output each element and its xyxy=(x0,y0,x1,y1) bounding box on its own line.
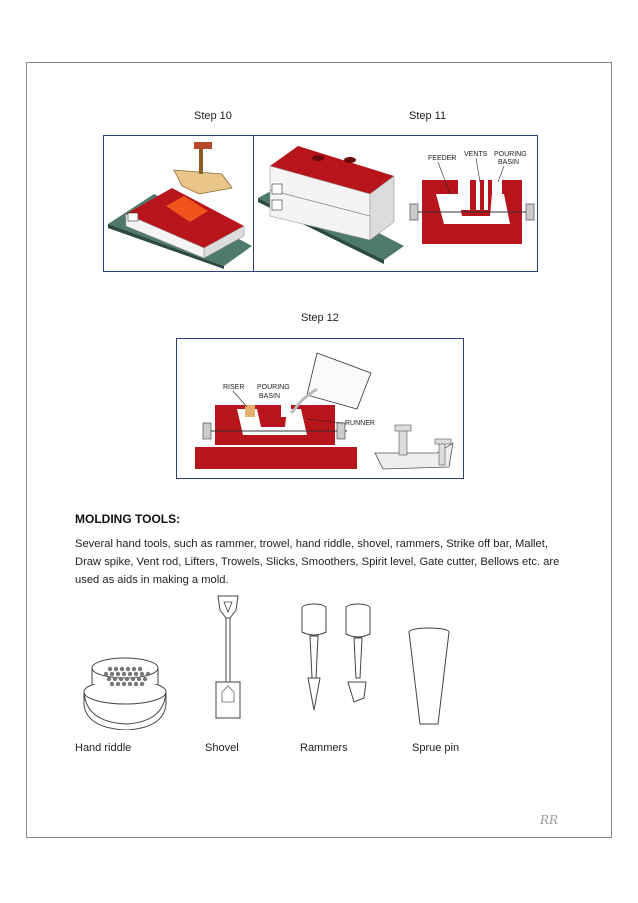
label-riser: RISER xyxy=(223,384,245,391)
section-paragraph: Several hand tools, such as rammer, trowel, hand riddle, shovel, rammers, Strike off bar, Mallet, Draw spike, Vent rod, Lifters, Trowels, Slicks, Smoothers, Spirit level, Gate cutter, Bellows etc. are used as aids in making a mold. xyxy=(75,538,560,586)
label-feeder: FEEDER xyxy=(428,155,457,162)
label-runner: RUNNER xyxy=(345,420,375,427)
sprue-pin-drawing xyxy=(406,624,452,728)
step-12-figure xyxy=(176,338,464,479)
shovel-drawing xyxy=(208,590,248,725)
label-pouring-basin-2: BASIN xyxy=(498,159,520,166)
hand-riddle-drawing xyxy=(80,650,170,730)
label-hand-riddle: Hand riddle xyxy=(75,742,132,754)
label-shovel: Shovel xyxy=(205,742,239,754)
signature-mark: RR xyxy=(540,813,559,827)
label-rammers: Rammers xyxy=(300,742,348,754)
section-heading: MOLDING TOOLS: xyxy=(75,512,181,526)
step-11-figure xyxy=(253,135,538,272)
step-10-figure xyxy=(103,135,256,272)
caption-step-11: Step 11 xyxy=(409,110,447,122)
label-pouring-basin-1: POURING xyxy=(494,151,527,158)
rammers-drawing xyxy=(296,598,386,718)
label-vents: VENTS xyxy=(464,151,488,158)
label-sprue-pin: Sprue pin xyxy=(412,742,460,754)
label-pouring: POURING xyxy=(257,384,290,391)
caption-step-10: Step 10 xyxy=(194,110,232,122)
caption-step-12: Step 12 xyxy=(301,312,339,324)
label-basin: BASIN xyxy=(259,393,281,400)
